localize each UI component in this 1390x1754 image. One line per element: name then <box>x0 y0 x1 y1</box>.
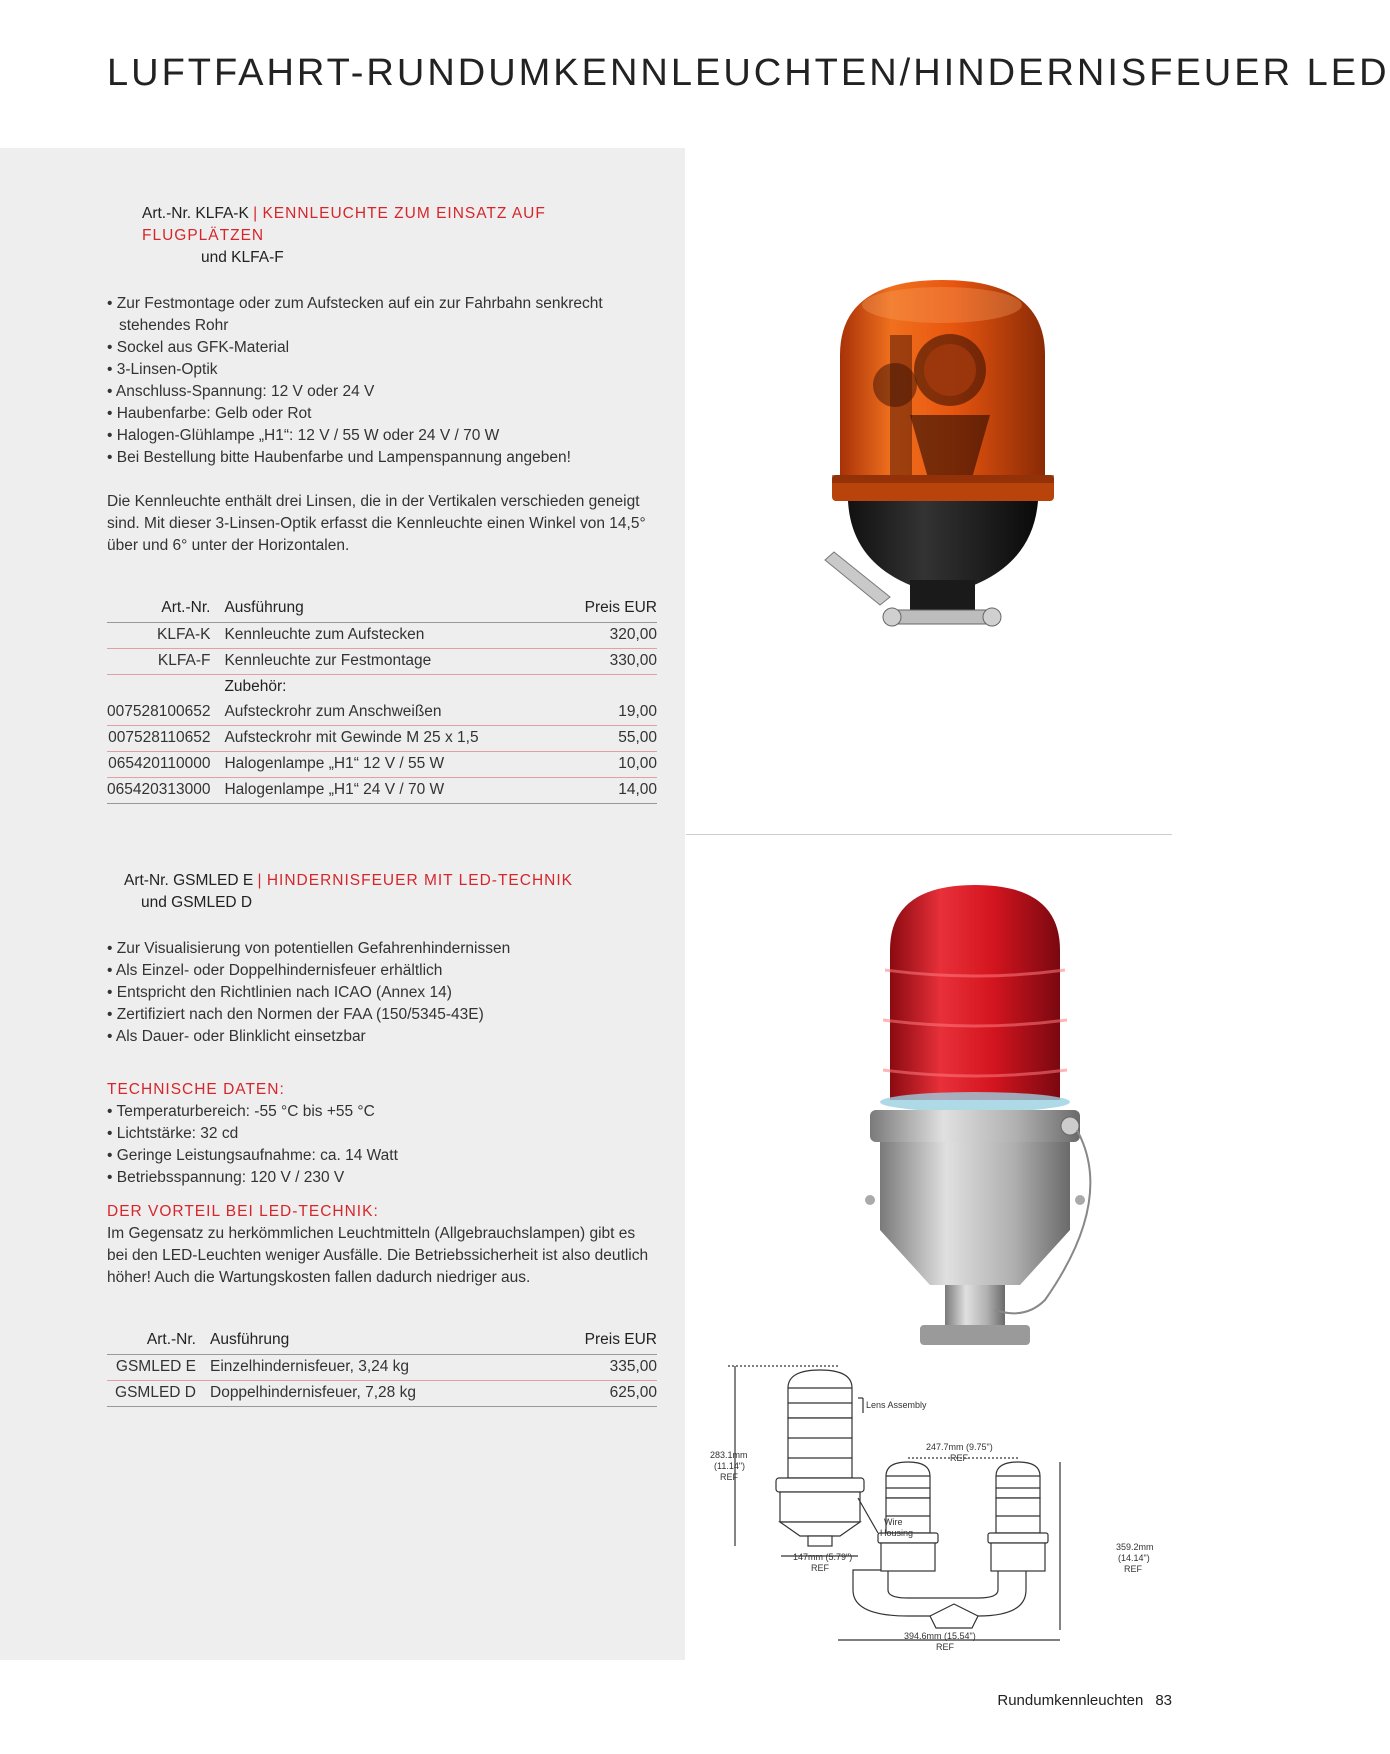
list-item: • Haubenfarbe: Gelb oder Rot <box>107 403 627 425</box>
section-divider <box>686 834 1172 835</box>
drawing-label: REF <box>720 1472 738 1482</box>
table-row <box>107 778 657 804</box>
drawing-label: 147mm (5.79") <box>793 1552 853 1562</box>
drawing-label: 247.7mm (9.75") <box>926 1442 993 1452</box>
table-row <box>107 623 657 649</box>
drawing-label: REF <box>1124 1564 1142 1574</box>
table-cell: 14,00 <box>567 778 657 804</box>
table-cell: KLFA-K <box>107 623 224 649</box>
list-item: • Betriebsspannung: 120 V / 230 V <box>107 1167 657 1189</box>
column-header: Ausführung <box>224 599 304 616</box>
drawing-label: (14.14") <box>1118 1553 1150 1563</box>
rotating-beacon-image <box>820 275 1065 655</box>
table-cell: 625,00 <box>567 1381 657 1407</box>
table-cell: Doppelhindernisfeuer, 7,28 kg <box>210 1381 567 1407</box>
table-cell: Einzelhindernisfeuer, 3,24 kg <box>210 1355 567 1381</box>
product-heading: HINDERNISFEUER MIT LED-TECHNIK <box>266 872 573 889</box>
list-item: • Sockel aus GFK-Material <box>107 337 627 359</box>
feature-list <box>107 293 627 469</box>
led-advantage-heading: DER VORTEIL BEI LED-TECHNIK: <box>107 1203 379 1220</box>
list-item: • Temperaturbereich: -55 °C bis +55 °C <box>107 1101 657 1123</box>
technical-drawing <box>708 1358 1178 1658</box>
table-cell: Aufsteckrohr mit Gewinde M 25 x 1,5 <box>224 726 567 752</box>
obstruction-light-image <box>845 880 1110 1352</box>
table-cell: Halogenlampe „H1“ 12 V / 55 W <box>224 752 567 778</box>
list-item: • Zur Visualisierung von potentiellen Gefahrenhindernissen <box>107 938 657 960</box>
product-section-gsmled <box>107 870 657 1407</box>
led-advantage-text: Im Gegensatz zu herkömmlichen Leuchtmitteln (Allgebrauchslampen) gibt es bei den LED-Leuchten weniger Ausfälle. Die Betriebssicherheit ist also deutlich höher! Auch die Wartungskosten fallen dadurch niedriger aus. <box>107 1225 649 1286</box>
product-description: Die Kennleuchte enthält drei Linsen, die in der Vertikalen verschieden geneigt sind. Mit dieser 3-Linsen-Optik erfasst die Kennleuchte einen Winkel von 14,5° über und 6° unter der Horizontalen. <box>107 493 646 554</box>
tech-data-list <box>107 1101 657 1189</box>
drawing-label: Wire <box>884 1517 903 1527</box>
table-row <box>107 726 657 752</box>
list-item: • Entspricht den Richtlinien nach ICAO (Annex 14) <box>107 982 657 1004</box>
table-cell: 320,00 <box>567 623 657 649</box>
table-row-accessories <box>107 675 657 701</box>
drawing-label: 394.6mm (15.54") <box>904 1631 976 1641</box>
product-heading: KENNLEUCHTE ZUM EINSATZ AUF FLUGPLÄTZEN <box>142 205 546 244</box>
table-cell: Aufsteckrohr zum Anschweißen <box>224 700 567 726</box>
tech-data-heading: TECHNISCHE DATEN: <box>107 1081 285 1098</box>
table-row <box>107 700 657 726</box>
list-item: • Zertifiziert nach den Normen der FAA (150/5345-43E) <box>107 1004 657 1026</box>
feature-list <box>107 938 657 1048</box>
article-number: Art-Nr. GSMLED E <box>124 872 254 889</box>
accessories-label: Zubehör: <box>224 678 287 695</box>
drawing-label: REF <box>811 1563 829 1573</box>
table-cell: 10,00 <box>567 752 657 778</box>
drawing-label: (11.14") <box>714 1461 746 1471</box>
table-row <box>107 1355 657 1381</box>
heading-separator: | <box>253 205 259 222</box>
drawing-label: Housing <box>880 1528 914 1538</box>
footer-section: Rundumkennleuchten <box>997 1692 1144 1709</box>
column-header: Preis EUR <box>584 1331 657 1348</box>
table-cell: KLFA-F <box>107 649 224 675</box>
table-row <box>107 752 657 778</box>
article-number-sub: und KLFA-F <box>201 249 284 266</box>
list-item: • Anschluss-Spannung: 12 V oder 24 V <box>107 381 627 403</box>
list-item: • 3-Linsen-Optik <box>107 359 627 381</box>
price-table <box>107 599 657 804</box>
table-cell: Halogenlampe „H1“ 24 V / 70 W <box>224 778 567 804</box>
table-cell: GSMLED E <box>107 1355 210 1381</box>
table-cell: 55,00 <box>567 726 657 752</box>
list-item: • Halogen-Glühlampe „H1“: 12 V / 55 W oder 24 V / 70 W <box>107 425 627 447</box>
list-item: • Lichtstärke: 32 cd <box>107 1123 657 1145</box>
table-row <box>107 1381 657 1407</box>
product-section-klfa <box>107 203 657 804</box>
heading-separator: | <box>257 872 263 889</box>
drawing-label: Lens Assembly <box>866 1400 927 1410</box>
column-header: Art.-Nr. <box>146 1331 196 1348</box>
table-cell: 330,00 <box>567 649 657 675</box>
table-cell: Kennleuchte zum Aufstecken <box>224 623 567 649</box>
list-item: • Als Einzel- oder Doppelhindernisfeuer erhältlich <box>107 960 657 982</box>
column-header: Art.-Nr. <box>161 599 211 616</box>
drawing-label: 283.1mm <box>710 1450 748 1460</box>
article-number: Art.-Nr. KLFA-K <box>142 205 249 222</box>
table-cell: 007528110652 <box>107 726 224 752</box>
table-cell: 065420313000 <box>107 778 224 804</box>
drawing-label: REF <box>950 1453 968 1463</box>
drawing-label: REF <box>936 1642 954 1652</box>
page-number: 83 <box>1155 1692 1172 1709</box>
article-heading <box>107 870 657 914</box>
table-cell: 335,00 <box>567 1355 657 1381</box>
table-cell: Kennleuchte zur Festmontage <box>224 649 567 675</box>
column-header: Ausführung <box>210 1331 290 1348</box>
table-cell: 065420110000 <box>107 752 224 778</box>
table-cell: 19,00 <box>567 700 657 726</box>
table-cell: GSMLED D <box>107 1381 210 1407</box>
price-table <box>107 1331 657 1407</box>
table-cell <box>567 675 657 701</box>
list-item: • Bei Bestellung bitte Haubenfarbe und Lampenspannung angeben! <box>107 447 627 469</box>
drawing-label: 359.2mm <box>1116 1542 1154 1552</box>
table-row <box>107 649 657 675</box>
page-footer <box>997 1692 1172 1709</box>
article-number-sub: und GSMLED D <box>141 894 253 911</box>
list-item: • Geringe Leistungsaufnahme: ca. 14 Watt <box>107 1145 657 1167</box>
column-header: Preis EUR <box>584 599 657 616</box>
article-heading <box>107 203 657 269</box>
list-item: • Als Dauer- oder Blinklicht einsetzbar <box>107 1026 657 1048</box>
page-title: LUFTFAHRT-RUNDUMKENNLEUCHTEN/HINDERNISFEUER LED <box>107 52 1390 94</box>
list-item: • Zur Festmontage oder zum Aufstecken auf ein zur Fahrbahn senkrecht stehendes Rohr <box>107 293 627 337</box>
table-cell: 007528100652 <box>107 700 224 726</box>
table-cell <box>107 675 224 701</box>
